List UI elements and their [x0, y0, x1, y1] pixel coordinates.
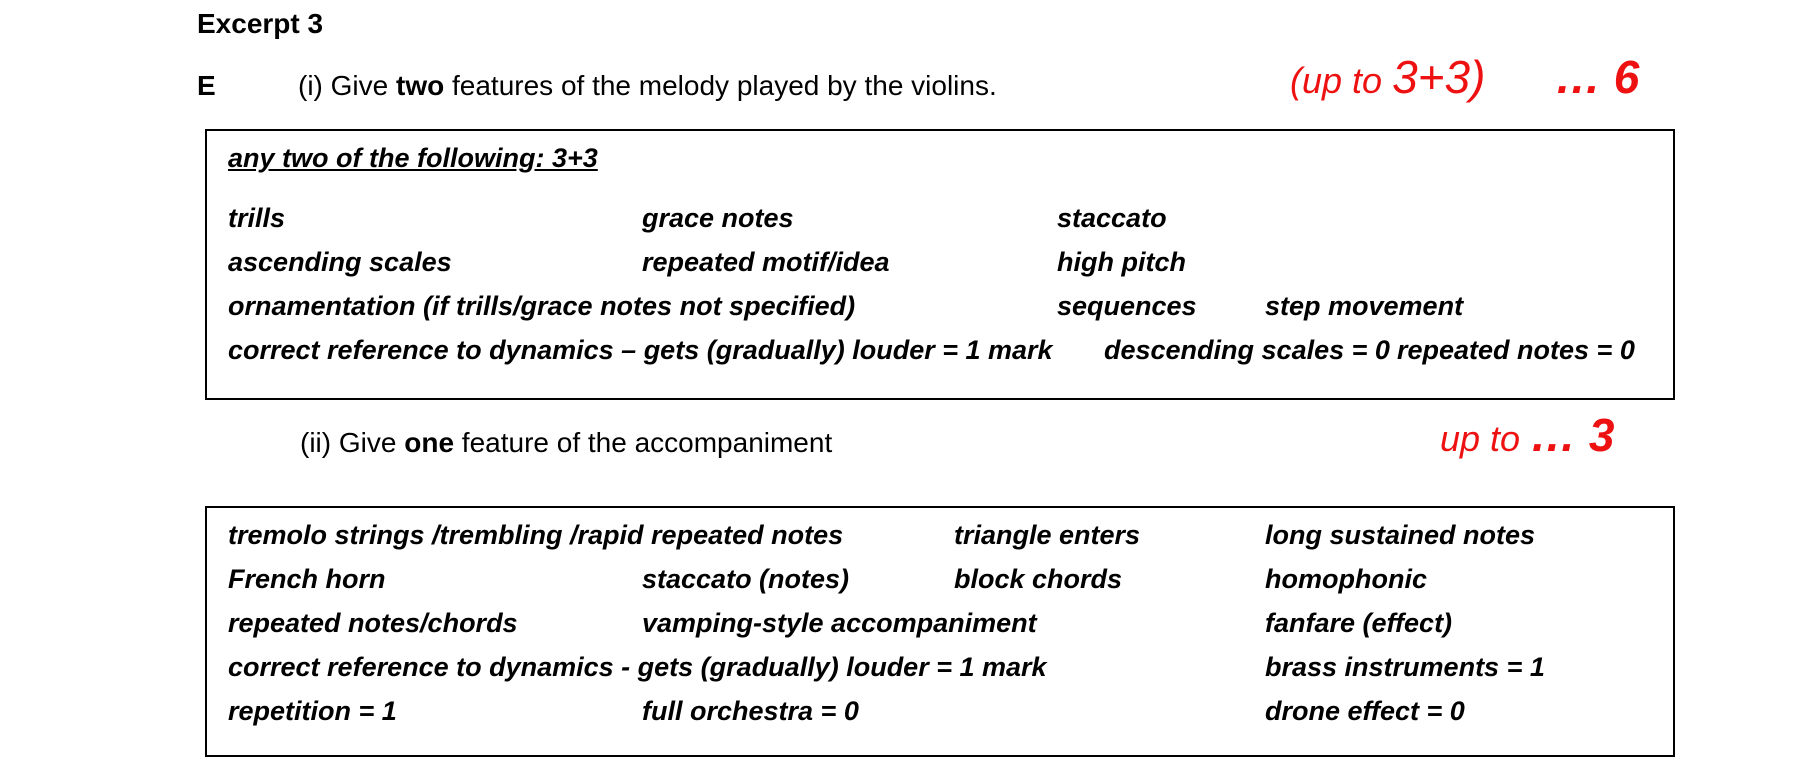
answer-box-1: [205, 129, 1675, 400]
question-2-marks: [1440, 408, 1614, 462]
answer-item: homophonic: [1265, 564, 1427, 594]
question-1-marks-max: 3+3): [1392, 51, 1486, 103]
answer-item: repeated notes = 0: [1397, 335, 1635, 365]
question-1-prefix: (i) Give: [298, 70, 396, 101]
answer-item: correct reference to dynamics – gets (gradually) louder = 1 mark: [228, 335, 1053, 365]
answer-item: repeated notes/chords: [228, 608, 518, 638]
answer-item: repetition = 1: [228, 696, 397, 726]
answer-box-1-heading: any two of the following: 3+3: [228, 143, 598, 173]
answer-item: trills: [228, 203, 286, 233]
answer-item: tremolo strings /trembling /rapid repeated notes: [228, 520, 844, 550]
answer-item: block chords: [954, 564, 1123, 594]
question-1-marks-total-value: … 6: [1555, 51, 1640, 103]
question-2-marks-label: up to: [1440, 418, 1531, 459]
question-2-marks-total: … 3: [1530, 409, 1615, 461]
answer-item: step movement: [1265, 291, 1464, 321]
answer-item: drone effect = 0: [1265, 696, 1465, 726]
question-1-marks-label: (up to: [1290, 60, 1393, 101]
answer-item: triangle enters: [954, 520, 1141, 550]
section-letter: E: [197, 70, 216, 101]
answer-item: full orchestra = 0: [642, 696, 859, 726]
answer-item: ascending scales: [228, 247, 452, 277]
answer-item: staccato (notes): [642, 564, 850, 594]
answer-item: descending scales = 0: [1104, 335, 1390, 365]
answer-item: staccato: [1057, 203, 1167, 233]
question-1: [298, 70, 997, 102]
answer-item: ornamentation (if trills/grace notes not specified): [228, 291, 856, 321]
answer-item: long sustained notes: [1265, 520, 1536, 550]
question-2: [300, 427, 832, 459]
question-1-suffix: features of the melody played by the violins.: [444, 70, 997, 101]
excerpt-title: Excerpt 3: [197, 8, 324, 39]
question-1-marks-range: [1290, 50, 1485, 104]
answer-item: grace notes: [642, 203, 794, 233]
question-2-emphasis: one: [404, 427, 455, 458]
answer-item: fanfare (effect): [1265, 608, 1453, 638]
question-1-emphasis: two: [396, 70, 445, 101]
question-1-marks-total: [1555, 50, 1639, 104]
answer-item: French horn: [228, 564, 386, 594]
question-2-suffix: feature of the accompaniment: [454, 427, 833, 458]
answer-item: repeated motif/idea: [642, 247, 890, 277]
answer-item: sequences: [1057, 291, 1197, 321]
answer-item: correct reference to dynamics - gets (gradually) louder = 1 mark: [228, 652, 1047, 682]
answer-item: brass instruments = 1: [1265, 652, 1545, 682]
answer-box-2: [205, 506, 1675, 757]
answer-item: vamping-style accompaniment: [642, 608, 1037, 638]
answer-item: high pitch: [1057, 247, 1186, 277]
question-2-prefix: (ii) Give: [300, 427, 405, 458]
